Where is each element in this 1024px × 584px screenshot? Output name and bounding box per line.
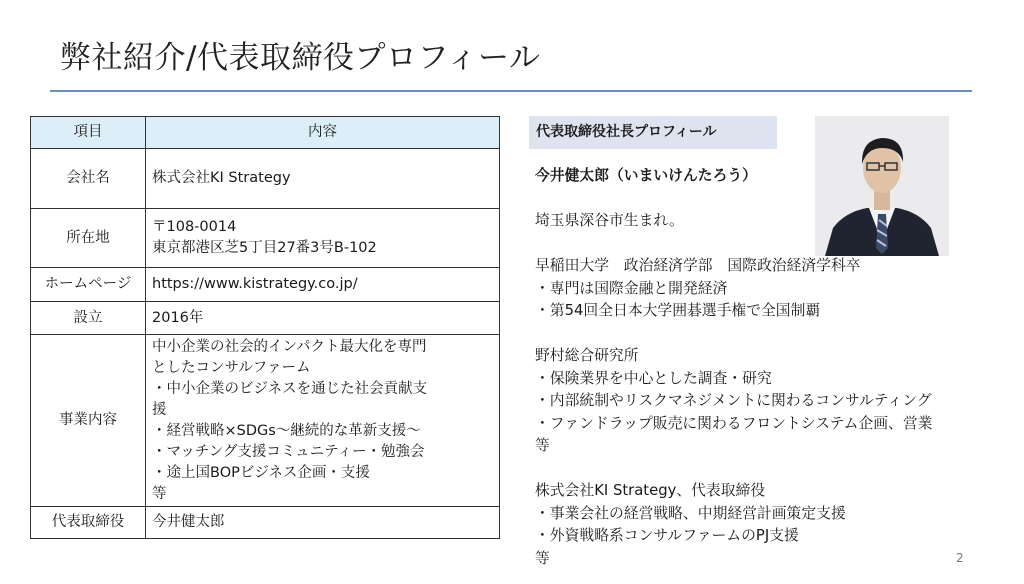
profile-line: 早稲田大学 政治経済学部 国際政治経済学科卒 — [535, 257, 861, 274]
profile-line: ・ファンドラップ販売に関わるフロントシステム企画、営業 — [535, 414, 933, 432]
table-row-key: 設立 — [31, 302, 146, 335]
page-number: 2 — [956, 551, 964, 565]
profile-line: ・事業会社の経営戦略、中期経営計画策定支援 — [535, 504, 846, 522]
table-row — [31, 507, 500, 539]
table-row-key: 会社名 — [31, 149, 146, 209]
profile-line: ・内部統制やリスクマネジメントに関わるコンサルティング — [535, 392, 932, 409]
table-row-key: 所在地 — [31, 209, 146, 268]
table-row — [31, 209, 500, 268]
table-row-value: 株式会社KI Strategy — [146, 149, 500, 209]
portrait-image — [815, 116, 949, 256]
profile-line: 等 — [535, 437, 550, 454]
title-divider — [50, 90, 972, 92]
table-row — [31, 335, 500, 507]
table-row-key: 事業内容 — [31, 335, 146, 507]
profile-line: 野村総合研究所 — [535, 347, 639, 364]
table-header-value: 内容 — [146, 117, 500, 149]
table-row — [31, 302, 500, 335]
table-row-value: 2016年 — [146, 302, 500, 335]
profile-line: 埼玉県深谷市生まれ。 — [535, 212, 684, 229]
table-row — [31, 268, 500, 302]
table-header-row — [31, 117, 500, 149]
profile-name: 今井健太郎（いまいけんたろう） — [535, 167, 757, 184]
table-row-key: ホームページ — [31, 268, 146, 302]
table-row — [31, 149, 500, 209]
table-row-value: https://www.kistrategy.co.jp/ — [146, 268, 500, 302]
profile-line: ・保険業界を中心とした調査・研究 — [535, 369, 772, 387]
profile-line: ・専門は国際金融と開発経済 — [535, 279, 728, 297]
profile-line — [535, 323, 1010, 346]
profile-line — [535, 458, 1010, 481]
table-row-key: 代表取締役 — [31, 507, 146, 539]
page-title: 弊社紹介/代表取締役プロフィール — [60, 40, 541, 76]
profile-line: 株式会社KI Strategy、代表取締役 — [535, 482, 766, 499]
profile-line: ・第54回全日本大学囲碁選手権で全国制覇 — [535, 302, 821, 319]
profile-heading: 代表取締役社長プロフィール — [529, 116, 777, 149]
table-row-value: 〒108-0014 東京都港区芝5丁目27番3号B-102 — [146, 209, 500, 268]
profile-line: ・外資戦略系コンサルファームのPJ支援 — [535, 527, 799, 544]
company-info-table — [30, 116, 500, 539]
profile-line: 等 — [535, 549, 550, 567]
table-row-value: 中小企業の社会的インパクト最大化を専門 としたコンサルファーム ・中小企業のビジネスを通じた社会貢献支 援 ・経営戦略×SDGs〜継続的な革新支援〜 ・マッチング支援コミュニティー・勉強会 ・途上国BOPビジネス企画・支援 等 — [146, 335, 500, 507]
table-row-value: 今井健太郎 — [146, 507, 500, 539]
table-header-key: 項目 — [31, 117, 146, 149]
portrait-photo — [815, 116, 949, 256]
